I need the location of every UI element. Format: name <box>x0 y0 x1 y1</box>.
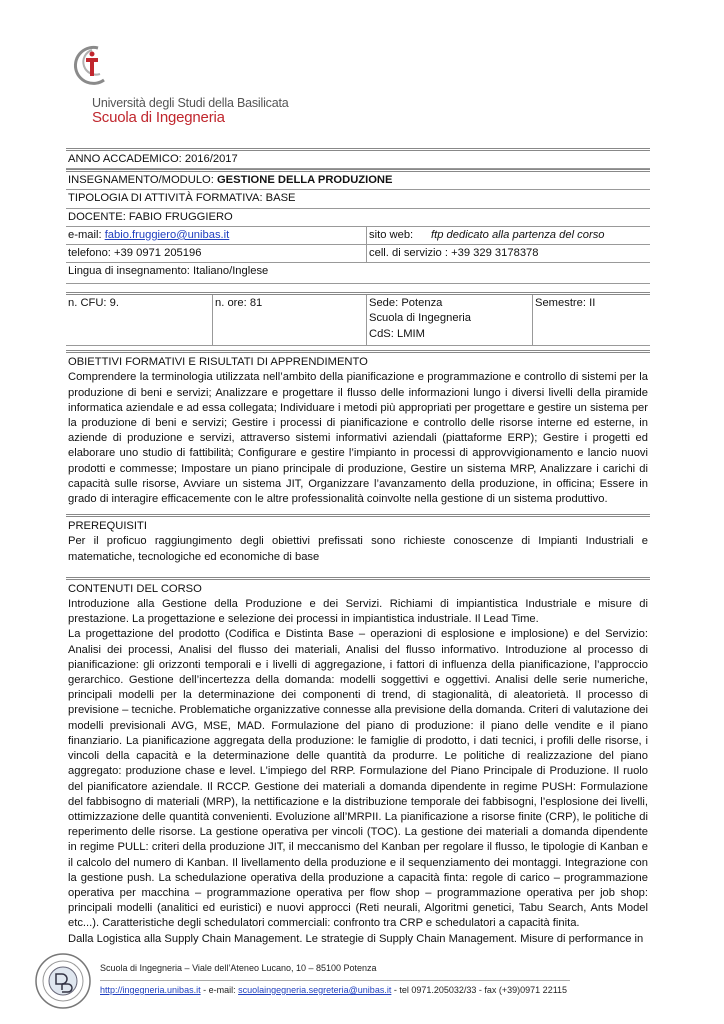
site-line1: Sede: Potenza <box>369 297 443 310</box>
objectives-section <box>66 350 650 507</box>
course-sheet <box>66 148 650 947</box>
contents-paragraph: La progettazione del prodotto (Codifica e Distinta Base – operazioni di esplosione e implosione) e del Servizio: Analisi dei processi, Analisi del flusso dei materiali, Analisi del flusso informativo. Introduzione al processo di pianificazione: gli orizzonti temporali e i livelli di aggregazione, i fattori di influenza della pianificazione, l’approccio gerarchico. Gestione dell’incertezza della domanda: modelli soggettivi e oggettivi. Analisi delle serie numeriche, principali modelli per la determinazione dei componenti di trend, di stagionalità, di aleatorietà. Il processo di previsione – tecniche. Problematiche organizzative connesse alla previsione della domanda. Criteri di valutazione dei modelli previsionali AVG, MSE, MAD. Formulazione del piano di produzione: il piano delle vendite e il piano finanziario. La pianificazione aggregata della produzione: le famiglie di prodotto, i dati tecnici, i profili delle risorse, i vincoli della capacità e la determinazione delle quantità da produrre. Le politiche di realizzazione del piano aggregato: produzione chase e level. L’impiego del RRP. Formulazione del Piano Principale di Produzione. Il ruolo del pianificatore aziendale. Il RCCP. Gestione dei materiali a domanda dipendente in regime PUSH: Formulazione del fabbisogno di materiali (MRP), la nettificazione e la distribuzione temporale dei fabbisogni, l’esplosione dei livelli, ottimizzazione delle quantità convenienti. Evoluzione all’MRPII. La pianificazione a risorse finite (CRP), le politiche di reperimento delle risorse. La gestione operativa per vincoli (TOC). La gestione dei materiali a domanda dipendente in regime PULL: criteri della produzione JIT, il meccanismo del Kanban per regolare il flusso, le tipologie di Kanban e il calcolo del numero di Kanban. Il livellamento della produzione e il sequenziamento dei montaggi. Integrazione con la gestione push. La schedulazione operativa della produzione a capacità finta: regole di carico – programmazione operativa per macchina – programmazione operativa per flow shop – programmazione operativa per job shop: principali modelli (analitici ed euristici) e nuovi approcci (Reti neurali, Algoritmi genetici, Tabu Search, Ants Model etc...). Caratteristiche degli schedulatori commerciali: confronto tra CRP e schedulatori a capacità finita. <box>68 628 648 930</box>
academic-year: ANNO ACCADEMICO: 2016/2017 <box>68 153 238 165</box>
module-row <box>66 169 650 190</box>
hours: n. ore: 81 <box>212 295 366 345</box>
website-cell <box>366 227 650 244</box>
teacher: DOCENTE: FABIO FRUGGIERO <box>68 210 233 223</box>
footer-site-link[interactable]: http://ingegneria.unibas.it <box>100 985 201 995</box>
school-name: Scuola di Ingegneria <box>92 109 225 126</box>
site-line2: Scuola di Ingegneria <box>369 312 472 325</box>
objectives-text: Comprendere la terminologia utilizzata nell’ambito della pianificazione e programmazione e controllo di sistemi per la produzione di beni e servizi; Analizzare e progettare il flusso delle informazioni lungo i diversi livelli della piramide informatica aziendale e ad essa collegata; Individuare i metodi più appropriati per progettare e gestire un sistema per la produzione di beni e servizi; Gestire i processi di pianificazione e controllo delle risorse interne ed esterne, in aziende di produzione e servizi, attraverso sistemi informativi aziendali (piattaforme ERP); Gestire i progetti ed elaborare uno studio di fattibilità; Configurare e gestire l’impianto in processi di approvvigionamento e lancio nuovi prodotti e commesse; Impostare un piano principale di produzione, Gestire un sistema MRP, Analizzare i carichi di capacità sulle risorse, Avviare un sistema JIT, Organizzare l’avanzamento della produzione, in officina; Essere in grado di interagire efficacemente con le altre professionalità coinvolte nella gestione di un sistema produttivo. <box>68 371 648 506</box>
footer-email-link[interactable]: scuolaingegneria.segreteria@unibas.it <box>238 985 392 995</box>
website-value: ftp dedicato alla partenza del corso <box>431 228 605 241</box>
phone: telefono: +39 0971 205196 <box>68 247 202 260</box>
activity-type: TIPOLOGIA DI ATTIVITÀ FORMATIVA: BASE <box>68 192 296 205</box>
phone-row <box>66 245 650 263</box>
language: Lingua di insegnamento: Italiano/Inglese <box>68 265 269 278</box>
site-line3: CdS: LMIM <box>369 327 425 340</box>
contents-paragraph: Dalla Logistica alla Supply Chain Management. Le strategie di Supply Chain Management. Misure di performance in <box>68 932 644 945</box>
contents-paragraph: Introduzione alla Gestione della Produzione e dei Servizi. Richiami di impiantistica Industriale e misure di prestazione. La progettazione e selezione dei processi in impiantistica industriale. Il Lead Time. <box>68 598 648 626</box>
semester: Semestre: II <box>532 295 650 345</box>
contents-section <box>66 577 650 947</box>
module-label: INSEGNAMENTO/MODULO: <box>68 174 217 187</box>
site <box>366 295 532 345</box>
year-row <box>66 148 650 169</box>
footer-contacts <box>100 985 567 995</box>
university-logo-icon <box>70 44 110 94</box>
footer-email-prefix: - e-mail: <box>200 985 239 995</box>
footer-address: Scuola di Ingegneria – Viale dell’Ateneo Lucano, 10 – 85100 Potenza <box>100 963 377 973</box>
website-label: sito web: <box>369 228 414 241</box>
contents-title: CONTENUTI DEL CORSO <box>68 582 202 595</box>
teacher-row <box>66 209 650 227</box>
prerequisites-section <box>66 514 650 565</box>
university-seal-icon <box>34 952 92 1010</box>
footer-divider <box>100 980 570 981</box>
activity-row <box>66 190 650 208</box>
email-label: e-mail: <box>68 228 105 241</box>
prerequisites-text: Per il proficuo raggiungimento degli obiettivi prefissati sono richieste conoscenze di Impianti Industriali e matematiche, tecnologiche ed economiche di base <box>68 535 648 563</box>
cfu: n. CFU: 9. <box>68 297 119 310</box>
module-value: GESTIONE DELLA PRODUZIONE <box>216 174 393 187</box>
email-cell <box>66 227 366 244</box>
language-row <box>66 263 650 284</box>
university-name: Università degli Studi della Basilicata <box>92 96 289 110</box>
module <box>66 172 394 189</box>
email-link[interactable]: fabio.fruggiero@unibas.it <box>104 228 230 241</box>
credits-row <box>66 292 650 346</box>
objectives-title: OBIETTIVI FORMATIVI E RISULTATI DI APPRENDIMENTO <box>68 356 368 369</box>
contact-row <box>66 227 650 245</box>
prerequisites-title: PREREQUISITI <box>68 520 147 533</box>
footer-phones: - tel 0971.205032/33 - fax (+39)0971 22115 <box>391 985 568 995</box>
mobile: cell. di servizio : +39 329 3178378 <box>366 245 650 262</box>
